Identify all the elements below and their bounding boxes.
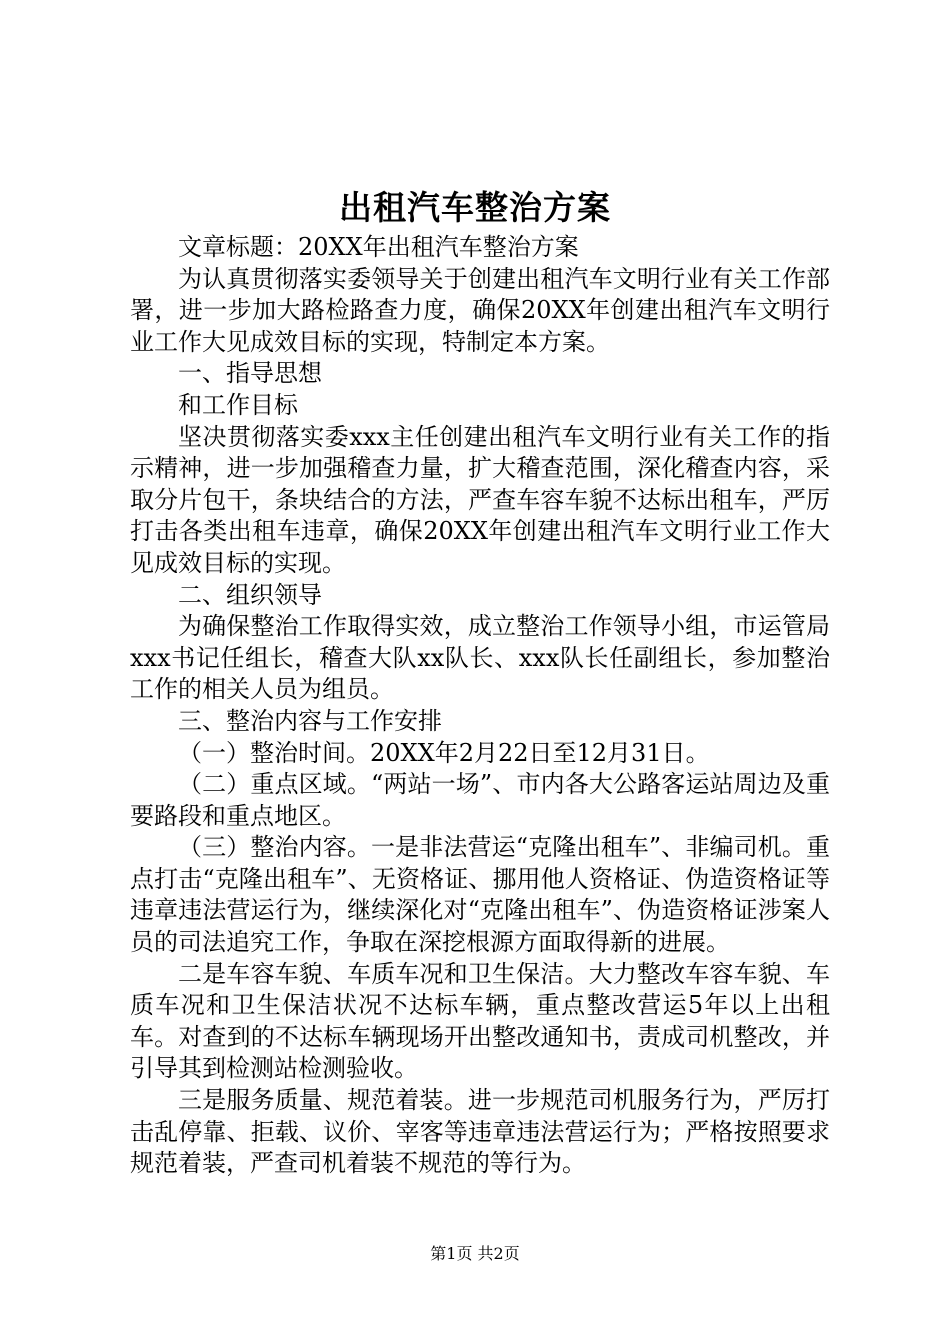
paragraph-guiding: 坚决贯彻落实委xxx主任创建出租汽车文明行业有关工作的指示精神，进一步加强稽查力量，扩大稽查范围，深化稽查内容，采取分片包干，条块结合的方法，严查车容车貌不达标出租车，严厉打击各类出租车违章，确保20XX年创建出租汽车文明行业工作大见成效目标的实现。 (130, 422, 830, 577)
paragraph-content-2: 二是车容车貌、车质车况和卫生保洁。大力整改车容车貌、车质车况和卫生保洁状况不达标车辆，重点整改营运5年以上出租车。对查到的不达标车辆现场开出整改通知书，责成司机整改，并引导其到检测站检测验收。 (130, 959, 830, 1083)
document-body (130, 232, 830, 1180)
section-heading-content: 三、整治内容与工作安排 (178, 706, 442, 735)
paragraph-content-3: 三是服务质量、规范着装。进一步规范司机服务行为，严厉打击乱停靠、拒载、议价、宰客等违章违法营运行为；严格按照要求规范着装，严查司机着装不规范的等行为。 (130, 1086, 830, 1178)
paragraph-leadership: 为确保整治工作取得实效，成立整治工作领导小组，市运管局xxx书记任组长，稽查大队xx队长、xxx队长任副组长，参加整治工作的相关人员为组员。 (130, 612, 830, 704)
section-heading-guiding-thought: 一、指导思想 (178, 359, 322, 388)
document-title: 出租汽车整治方案 (339, 188, 611, 227)
paragraph-time: （一）整治时间。20XX年2月22日至12月31日。 (178, 738, 710, 767)
section-heading-work-goals: 和工作目标 (178, 390, 298, 419)
paragraph-content-1: （三）整治内容。一是非法营运“克隆出租车”、非编司机。重点打击“克隆出租车”、无资格证、挪用他人资格证、伪造资格证等违章违法营运行为，继续深化对“克隆出租车”、伪造资格证涉案人员的司法追究工作，争取在深挖根源方面取得新的进展。 (130, 833, 830, 957)
page-number-footer: 第1页 共2页 (430, 1244, 520, 1263)
paragraph-area: （二）重点区域。“两站一场”、市内各大公路客运站周边及重要路段和重点地区。 (130, 770, 830, 830)
paragraph-article-title: 文章标题：20XX年出租汽车整治方案 (178, 233, 579, 261)
section-heading-leadership: 二、组织领导 (178, 580, 322, 609)
paragraph-intro: 为认真贯彻落实委领导关于创建出租汽车文明行业有关工作部署，进一步加大路检路查力度，确保20XX年创建出租汽车文明行业工作大见成效目标的实现，特制定本方案。 (130, 264, 830, 356)
